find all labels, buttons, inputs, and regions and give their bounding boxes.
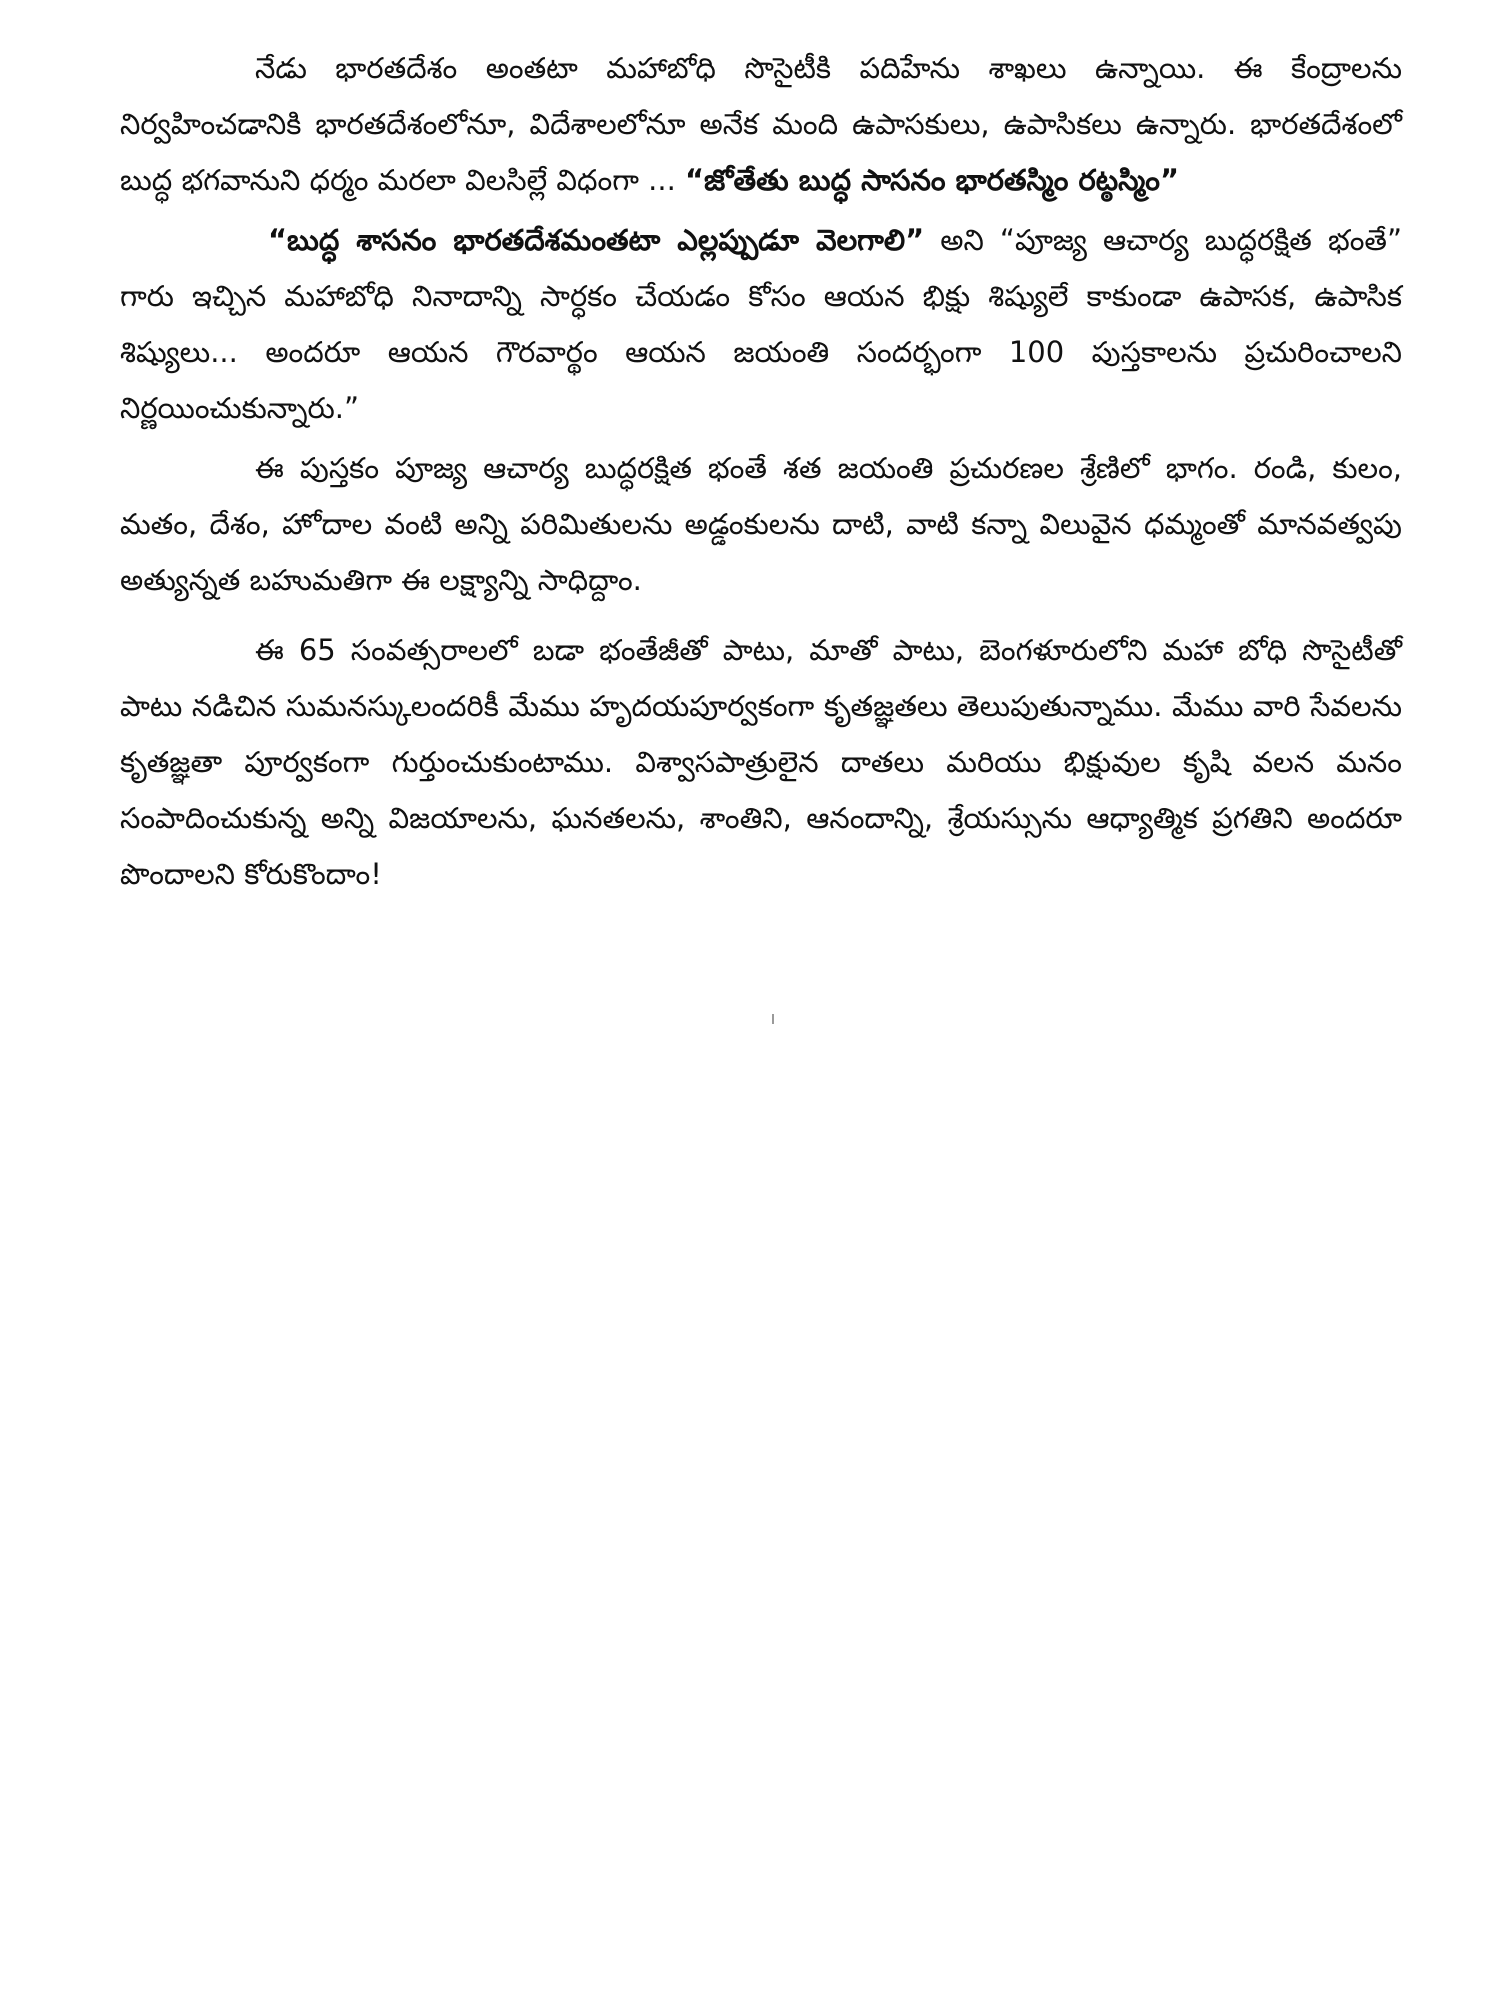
paragraph-2-text: అని “పూజ్య ఆచార్య బుద్ధరక్షిత భంతే” గారు ఇచ్చిన మహాబోధి నినాదాన్ని సార్ధకం చేయడం కోసం ఆయన భిక్షు శిష్యులే కాకుండా ఉపాసక, ఉపాసిక శిష్యులు... అందరూ ఆయన గౌరవార్థం ఆయన జయంతి సందర్భంగా 100 పుస్తకాలను ప్రచురించాలని నిర్ణయించుకున్నారు.” xyxy=(120,223,1402,425)
scan-speck xyxy=(772,1014,774,1024)
paragraph-2 xyxy=(120,212,1402,436)
paragraph-3-text: ఈ పుస్తకం పూజ్య ఆచార్య బుద్ధరక్షిత భంతే శత జయంతి ప్రచురణల శ్రేణిలో భాగం. రండి, కులం, మతం, దేశం, హోదాల వంటి అన్ని పరిమితులను అడ్డంకులను దాటి, వాటి కన్నా విలువైన ధమ్మంతో మానవత్వపు అత్యున్నత బహుమతిగా ఈ లక్ష్యాన్ని సాధిద్దాం. xyxy=(120,451,1402,597)
paragraph-1 xyxy=(120,40,1402,208)
document-body xyxy=(120,40,1402,902)
paragraph-1-text: నేడు భారతదేశం అంతటా మహాబోధి సొసైటీకి పదిహేను శాఖలు ఉన్నాయి. ఈ కేంద్రాలను నిర్వహించడానికి భారతదేశంలోనూ, విదేశాలలోనూ అనేక మంది ఉపాసకులు, ఉపాసికలు ఉన్నారు. భారతదేశంలో బుద్ధ భగవానుని ధర్మం మరలా విలసిల్లే విధంగా ... xyxy=(120,51,1402,197)
paragraph-3 xyxy=(120,440,1402,608)
paragraph-2-quote: “బుద్ధ శాసనం భారతదేశమంతటా ఎల్లప్పుడూ వెలగాలి” xyxy=(268,223,925,257)
paragraph-1-quote: “జోతేతు బుద్ధ సాసనం భారతస్మిం రట్ఠస్మిం” xyxy=(685,163,1180,197)
paragraph-4-text: ఈ 65 సంవత్సరాలలో బడా భంతేజీతో పాటు, మాతో పాటు, బెంగళూరులోని మహా బోధి సొసైటీతో పాటు నడిచిన సుమనస్కులందరికీ మేము హృదయపూర్వకంగా కృతజ్ఞతలు తెలుపుతున్నాము. మేము వారి సేవలను కృతజ్ఞతా పూర్వకంగా గుర్తుంచుకుంటాము. విశ్వాసపాత్రులైన దాతలు మరియు భిక్షువుల కృషి వలన మనం సంపాదించుకున్న అన్ని విజయాలను, ఘనతలను, శాంతిని, ఆనందాన్ని, శ్రేయస్సును ఆధ్యాత్మిక ప్రగతిని అందరూ పొందాలని కోరుకొందాం! xyxy=(120,633,1402,891)
paragraph-4 xyxy=(120,622,1402,902)
